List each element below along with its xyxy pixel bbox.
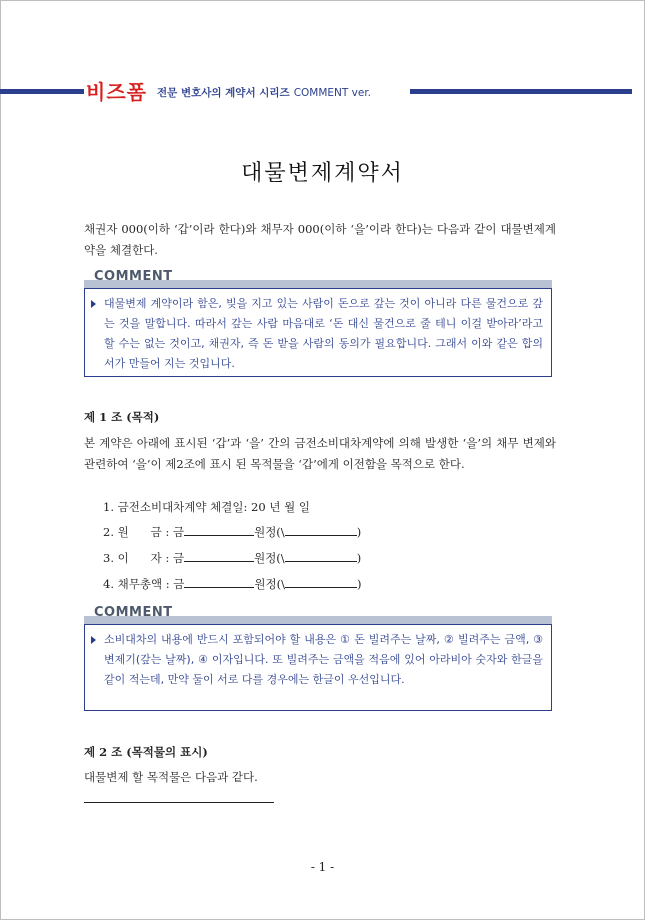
item-label: 채무총액 : [117, 577, 170, 591]
amount-prefix: 금 [172, 525, 185, 539]
amount-blank-number [285, 561, 357, 562]
amount-end: ) [356, 577, 362, 591]
article-2-body: 대물변제 할 목적물은 다음과 같다. [84, 770, 258, 784]
article-1-title: 제 1 조 (목적) [84, 410, 160, 424]
item-number: 2. [103, 525, 114, 539]
amount-prefix: 금 [172, 551, 185, 565]
header-rule-left [0, 89, 84, 94]
series-title-en: COMMENT ver. [293, 87, 372, 99]
item-label: 금전소비대차계약 체결일: [117, 500, 248, 514]
article-1-item-1 [103, 499, 310, 515]
item-label: 원 금 : [117, 525, 170, 539]
intro-paragraph: 채권자 000(이하 ‘갑’이라 한다)와 채무자 000(이하 ‘을’이라 한다)는 다음과 같이 대물변제계약을 체결한다. [84, 222, 556, 257]
brand-logo: 비즈폼 [86, 80, 147, 104]
amount-blank-number [285, 587, 357, 588]
amount-blank-number [285, 535, 357, 536]
amount-mid: 원정(\ [254, 577, 285, 591]
item-number: 1. [103, 500, 114, 514]
amount-mid: 원정(\ [254, 525, 285, 539]
item-label: 이 자 : [117, 551, 170, 565]
item-number: 4. [103, 577, 114, 591]
placeholder-rule [84, 802, 274, 803]
series-title [157, 85, 371, 100]
comment-box [84, 288, 552, 377]
header-rule-right [410, 89, 632, 94]
amount-mid: 원정(\ [254, 551, 285, 565]
comment-text: 소비대차의 내용에 반드시 포함되어야 할 내용은 ① 돈 빌려주는 날짜, ② 빌려주는 금액, ③ 변제기(갚는 날짜), ④ 이자입니다. 또 빌려주는 금액을 적음에 있어 아라비아 숫자와 한글을 같이 적는데, 만약 둘이 서로 다를 경우에는 한글이 우선입니다. [104, 633, 543, 686]
amount-end: ) [356, 551, 362, 565]
bullet-triangle-icon [91, 300, 96, 308]
document-title: 대물변제계약서 [241, 161, 404, 186]
item-number: 3. [103, 551, 114, 565]
article-2-title: 제 2 조 (목적물의 표시) [84, 745, 208, 759]
comment-label: COMMENT [94, 269, 173, 284]
article-1-item-4 [103, 576, 361, 592]
comment-text: 대물변제 계약이라 함은, 빚을 지고 있는 사람이 돈으로 갚는 것이 아니라 다른 물건으로 갚는 것을 말합니다. 따라서 갚는 사람 마음대로 ‘돈 대신 물건으로 줄 테니 이걸 받아라’라고 할 수는 없는 것이고, 채권자, 즉 돈 받을 사람의 동의가 필요합니다. 그래서 이와 같은 합의서가 만들어 지는 것입니다. [104, 297, 543, 370]
amount-blank-korean [184, 587, 254, 588]
bullet-triangle-icon [91, 636, 96, 644]
comment-box [84, 624, 552, 711]
article-1-body: 본 계약은 아래에 표시된 ‘갑’과 ‘을’ 간의 금전소비대차계약에 의해 발생한 ‘을’의 채무 변제와 관련하여 ‘을’이 제2조에 표시 된 목적물을 ‘갑’에게 이전함을 목적으로 한다. [84, 436, 556, 471]
amount-end: ) [356, 525, 362, 539]
amount-prefix: 금 [173, 577, 185, 591]
comment-label: COMMENT [94, 605, 173, 620]
page-number: - 1 - [310, 860, 335, 874]
amount-blank-korean [184, 561, 254, 562]
article-1-item-3 [103, 550, 361, 566]
item-value: 20 년 월 일 [251, 500, 310, 514]
series-title-ko: 전문 변호사의 계약서 시리즈 [157, 87, 290, 99]
article-1-item-2 [103, 524, 361, 540]
amount-blank-korean [184, 535, 254, 536]
